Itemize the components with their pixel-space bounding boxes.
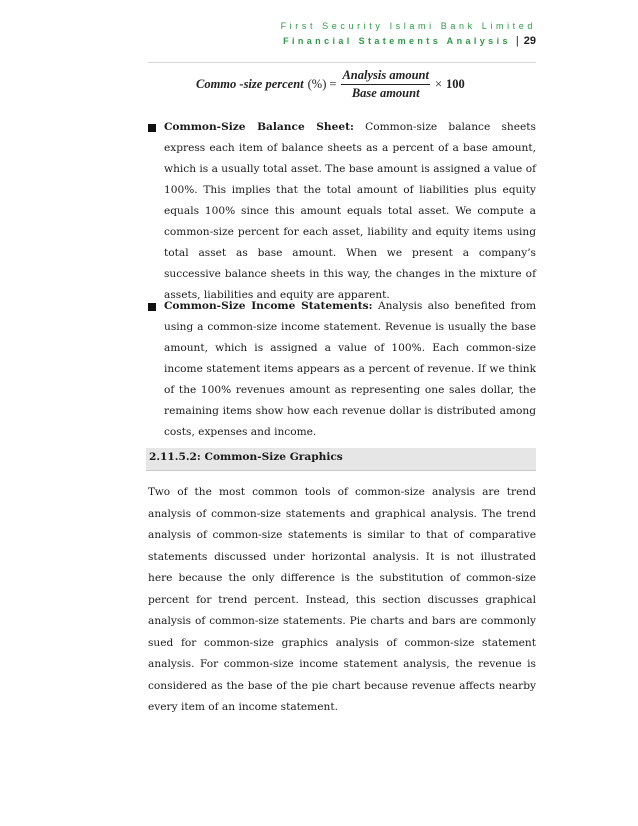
formula-times: × <box>434 77 443 91</box>
bullet-paragraph <box>164 296 536 443</box>
square-bullet-icon <box>148 303 156 311</box>
bullet-text: Common-size balance sheets express each item of balance sheets as a percent of a base amount, which is a usually total asset. The base amount is assigned a value of 100%. This implies that the total amount of liabilities plus equity equals 100% since this amount equals total asset. We compute a common-size percent for each asset, liability and equity items using total asset as base amount. When we present a company’s successive balance sheets in this way, the changes in the mixture of assets, liabilities and equity are apparent. <box>164 121 536 301</box>
header-divider <box>148 62 536 63</box>
formula-multiplier: 100 <box>446 77 465 91</box>
page-number: 29 <box>523 35 536 47</box>
formula-unit: (%) <box>307 77 327 91</box>
formula-name: Commo -size percent <box>196 77 304 91</box>
bullet-paragraph <box>164 117 536 306</box>
section-paragraph: Two of the most common tools of common-size analysis are trend analysis of common-size statements and graphical analysis. The trend analysis of common-size statements is similar to that of comparative statements discussed under horizontal analysis. It is not illustrated here because the only difference is the substitution of common-size percent for trend percent. Instead, this section discusses graphical analysis of common-size statements. Pie charts and bars are commonly sued for common-size graphics analysis of common-size statement analysis. For common-size income statement analysis, the revenue is considered as the base of the pie chart because revenue affects nearby every item of an income statement. <box>148 486 536 713</box>
formula-numerator: Analysis amount <box>342 68 429 82</box>
formula-fraction <box>341 68 430 101</box>
bullet-common-size-income-statements <box>148 296 536 443</box>
header-subline <box>281 35 536 47</box>
page-header <box>281 20 536 47</box>
header-document-title: Financial Statements Analysis <box>283 36 511 46</box>
header-separator: | <box>515 35 519 47</box>
bullet-common-size-balance-sheet <box>148 117 536 306</box>
common-size-formula <box>196 68 465 101</box>
formula-equals: = <box>329 77 337 91</box>
bullet-lead: Common-Size Income Statements: <box>164 300 373 312</box>
square-bullet-icon <box>148 124 156 132</box>
section-heading: 2.11.5.2: Common-Size Graphics <box>149 451 343 463</box>
bullet-text: Analysis also benefited from using a common-size income statement. Revenue is usually the base amount, which is assigned a value of 100%. Each common-size income statement items appears as a percent of revenue. If we think of the 100% revenues amount as representing one sales dollar, the remaining items show how each revenue dollar is distributed among costs, expenses and income. <box>164 300 536 438</box>
header-organization: First Security Islami Bank Limited <box>280 21 536 31</box>
bullet-lead: Common-Size Balance Sheet: <box>164 121 354 133</box>
formula-denominator: Base amount <box>351 86 420 100</box>
section-heading-bar <box>146 448 536 471</box>
